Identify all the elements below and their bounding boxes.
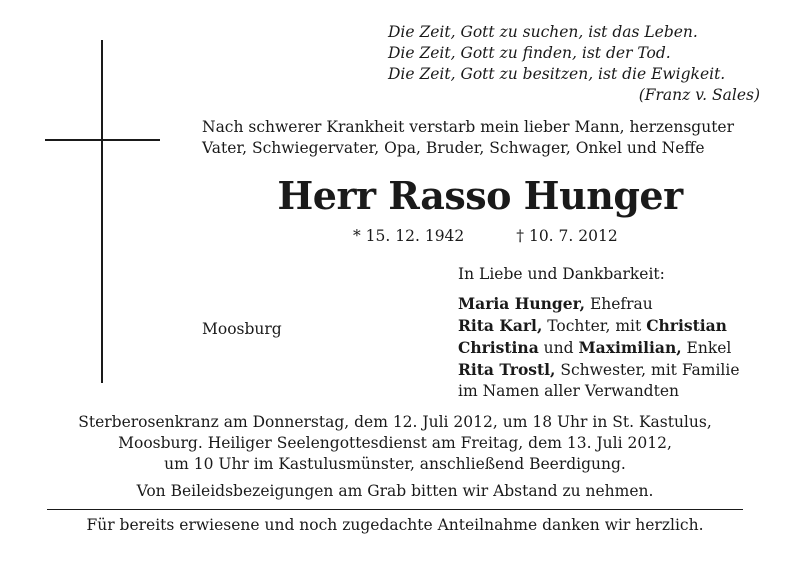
- funeral-line: Sterberosenkranz am Donnerstag, dem 12. Juli 2012, um 18 Uhr in St. Kastulus,: [78, 413, 712, 431]
- mourner-relation: Tochter, mit: [542, 317, 647, 335]
- mourner-relation: Enkel: [681, 339, 732, 357]
- place: Moosburg: [202, 320, 282, 338]
- intro-line: Vater, Schwiegervater, Opa, Bruder, Schwager, Onkel und Neffe: [202, 139, 705, 157]
- mourner-name: Christina: [458, 338, 539, 357]
- mourner-row: [458, 293, 778, 315]
- mourner-row: [458, 359, 778, 381]
- funeral-line: um 10 Uhr im Kastulusmünster, anschließend Beerdigung.: [164, 455, 626, 473]
- mourner-relation: Ehefrau: [585, 295, 653, 313]
- mourner-relation: und: [538, 339, 579, 357]
- mourner-name: Maria Hunger,: [458, 294, 586, 313]
- funeral-info: [20, 412, 770, 475]
- quote-line: Die Zeit, Gott zu besitzen, ist die Ewigkeit.: [388, 65, 726, 83]
- mourner-relation: Schwester, mit Familie: [555, 361, 740, 379]
- mourner-row: [458, 315, 778, 337]
- divider: [47, 509, 743, 510]
- funeral-line: Moosburg. Heiliger Seelengottesdienst am Freitag, dem 13. Juli 2012,: [118, 434, 672, 452]
- life-dates: [353, 226, 618, 246]
- death-date: † 10. 7. 2012: [516, 227, 618, 245]
- quote-line: Die Zeit, Gott zu finden, ist der Tod.: [388, 44, 671, 62]
- cross-vertical-bar: [101, 40, 103, 383]
- quote-line: Die Zeit, Gott zu suchen, ist das Leben.: [388, 23, 698, 41]
- mourners-heading: In Liebe und Dankbarkeit:: [458, 265, 665, 283]
- mourner-name: Maximilian,: [578, 338, 682, 357]
- condolence-request: Von Beileidsbezeigungen am Grab bitten wir Abstand zu nehmen.: [136, 482, 654, 500]
- mourners-block: [458, 264, 778, 402]
- quote-author: (Franz v. Sales): [638, 86, 760, 104]
- deceased-name: Herr Rasso Hunger: [277, 173, 683, 218]
- intro-line: Nach schwerer Krankheit verstarb mein lieber Mann, herzensguter: [202, 118, 735, 136]
- quote: [388, 22, 760, 106]
- mourner-relation: im Namen aller Verwandten: [458, 382, 679, 400]
- mourner-name: Rita Karl,: [458, 316, 543, 335]
- thanks-line: Für bereits erwiesene und noch zugedachte Anteilnahme danken wir herzlich.: [86, 516, 704, 534]
- cross-horizontal-bar: [45, 139, 160, 141]
- mourner-row: [458, 381, 778, 402]
- intro-text: [202, 117, 762, 159]
- mourner-row: [458, 337, 778, 359]
- birth-date: * 15. 12. 1942: [353, 227, 465, 245]
- mourner-name: Christian: [646, 316, 727, 335]
- mourner-list: [458, 293, 778, 402]
- mourner-name: Rita Trostl,: [458, 360, 556, 379]
